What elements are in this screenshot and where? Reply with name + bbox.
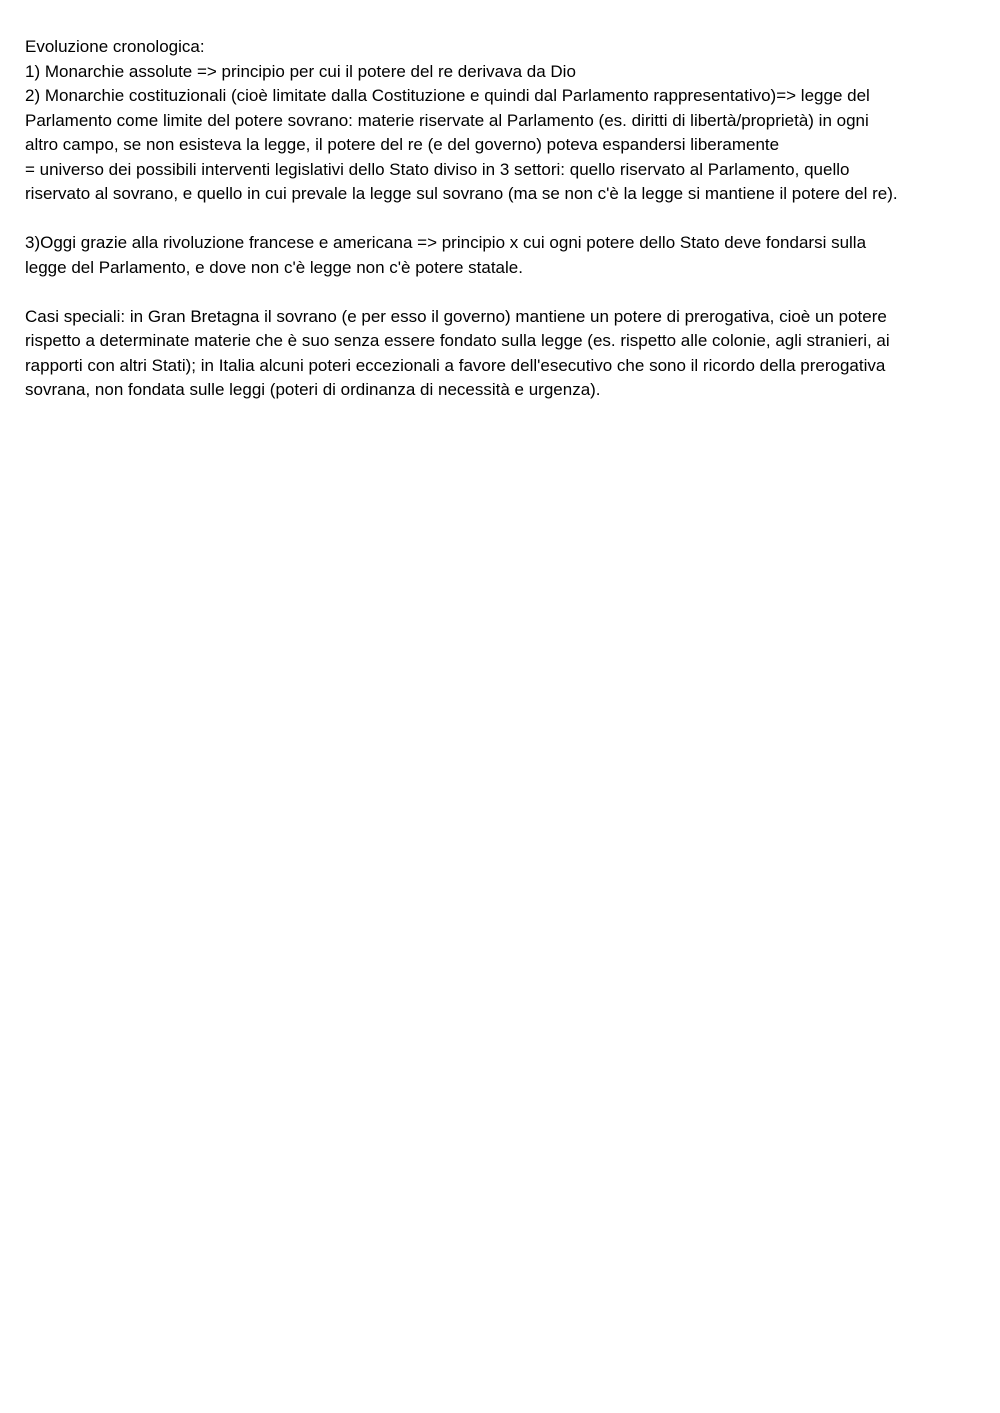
text-line: legge del Parlamento, e dove non c'è legge non c'è potere statale. bbox=[25, 257, 523, 277]
paragraph-gap bbox=[25, 207, 980, 232]
text-line: altro campo, se non esisteva la legge, il potere del re (e del governo) poteva espandersi liberamente bbox=[25, 135, 780, 154]
text-line: riservato al sovrano, e quello in cui prevale la legge sul sovrano (ma se non c'è la legge si mantiene il potere del re). bbox=[25, 184, 898, 203]
paragraph-casi-speciali bbox=[25, 305, 980, 403]
text-line: 1) Monarchie assolute => principio per cui il potere del re derivava da Dio bbox=[25, 61, 576, 81]
text-line: 3)Oggi grazie alla rivoluzione francese e americana => principio x cui ogni potere dello Stato deve fondarsi sulla bbox=[25, 233, 867, 252]
text-line: 2) Monarchie costituzionali (cioè limitate dalla Costituzione e quindi dal Parlamento rappresentativo)=> legge del bbox=[25, 86, 870, 105]
document-page bbox=[25, 35, 980, 403]
text-line: Casi speciali: in Gran Bretagna il sovrano (e per esso il governo) mantiene un potere di prerogativa, cioè un potere bbox=[25, 306, 887, 326]
text-line: rispetto a determinate materie che è suo senza essere fondato sulla legge (es. rispetto alle colonie, agli stranieri, ai bbox=[25, 331, 890, 350]
paragraph-evoluzione bbox=[25, 35, 980, 207]
text-line: Parlamento come limite del potere sovrano: materie riservate al Parlamento (es. diritti di libertà/proprietà) in ogni bbox=[25, 110, 869, 130]
text-line: sovrana, non fondata sulle leggi (poteri di ordinanza di necessità e urgenza). bbox=[25, 380, 601, 399]
text-line: rapporti con altri Stati); in Italia alcuni poteri eccezionali a favore dell'esecutivo che sono il ricordo della prerogativa bbox=[25, 355, 886, 375]
text-line: Evoluzione cronologica: bbox=[25, 37, 205, 56]
paragraph-oggi bbox=[25, 231, 980, 280]
text-line: = universo dei possibili interventi legislativi dello Stato diviso in 3 settori: quello riservato al Parlamento, quello bbox=[25, 159, 850, 179]
paragraph-gap bbox=[25, 280, 980, 305]
